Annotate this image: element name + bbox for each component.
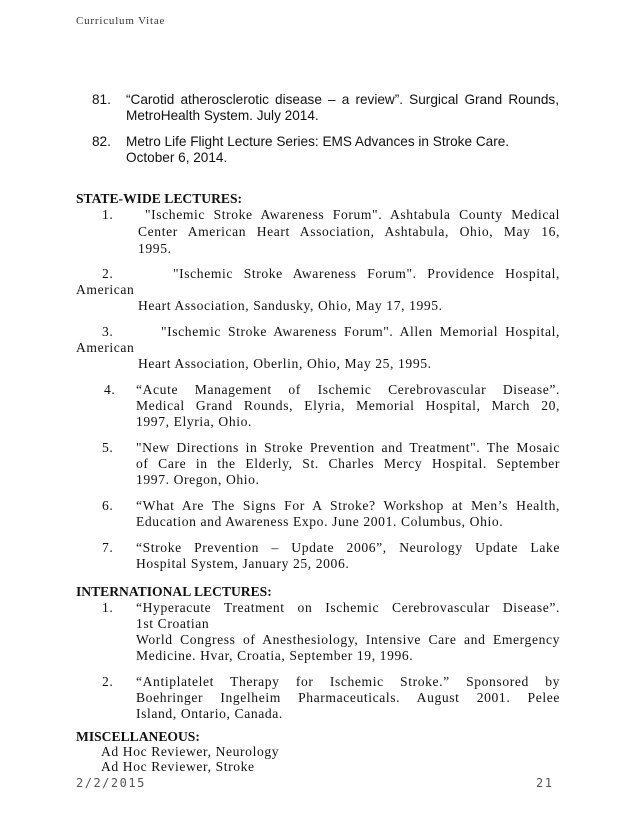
page-header: Curriculum Vitae — [76, 15, 166, 27]
state-item-5-number: 5. — [102, 440, 114, 455]
item-82-number: 82. — [92, 134, 111, 149]
item-81-number: 81. — [92, 92, 111, 107]
state-item-4-line2: Medical Grand Rounds, Elyria, Memorial Hospital, March 20, — [136, 398, 560, 413]
state-item-1-number: 1. — [102, 207, 114, 222]
state-item-5-line3: 1997. Oregon, Ohio. — [136, 472, 260, 487]
state-wide-heading: STATE-WIDE LECTURES: — [76, 191, 243, 206]
state-item-7-line2: Hospital System, January 25, 2006. — [136, 556, 350, 571]
international-heading: INTERNATIONAL LECTURES: — [76, 584, 272, 599]
intl-item-2-line3: Island, Ontario, Canada. — [136, 706, 283, 721]
state-item-5-line1: "New Directions in Stroke Prevention and Treatment". The Mosaic — [136, 440, 560, 455]
intl-item-2-line2: Boehringer Ingelheim Pharmaceuticals. August 2001. Pelee — [136, 690, 560, 705]
state-item-3-line3: Heart Association, Oberlin, Ohio, May 25, 1995. — [138, 356, 432, 371]
state-item-1-line2: Center American Heart Association, Ashtabula, Ohio, May 16, — [138, 224, 560, 239]
state-item-4-number: 4. — [104, 382, 116, 397]
item-81-line1: “Carotid atherosclerotic disease – a review”. Surgical Grand Rounds, — [126, 92, 559, 107]
intl-item-1-line3: World Congress of Anesthesiology, Intensive Care and Emergency — [136, 632, 560, 647]
state-item-4-line1: “Acute Management of Ischemic Cerebrovascular Disease”. — [136, 382, 560, 397]
state-item-2-number: 2. — [102, 266, 114, 281]
footer-date: 2/2/2015 — [76, 776, 146, 790]
state-item-3-line2: American — [76, 340, 135, 355]
state-item-6-line1: “What Are The Signs For A Stroke? Workshop at Men’s Health, — [136, 498, 560, 513]
intl-item-2-line1: “Antiplatelet Therapy for Ischemic Stroke.” Sponsored by — [136, 674, 560, 689]
state-item-2-line2: American — [76, 282, 135, 297]
intl-item-2-number: 2. — [102, 674, 114, 689]
state-item-2-line1: "Ischemic Stroke Awareness Forum". Providence Hospital, — [173, 266, 560, 281]
item-82-line1: Metro Life Flight Lecture Series: EMS Advances in Stroke Care. — [126, 134, 510, 149]
state-item-6-line2: Education and Awareness Expo. June 2001. Columbus, Ohio. — [136, 514, 504, 529]
state-item-3-number: 3. — [102, 324, 114, 339]
item-82-line2: October 6, 2014. — [126, 150, 228, 165]
footer-page-number: 21 — [536, 776, 554, 790]
state-item-1-line3: 1995. — [138, 241, 172, 256]
state-item-1-line1: "Ischemic Stroke Awareness Forum". Ashtabula County Medical — [145, 207, 560, 222]
state-item-2-line3: Heart Association, Sandusky, Ohio, May 17, 1995. — [138, 298, 443, 313]
state-item-4-line3: 1997, Elyria, Ohio. — [136, 414, 252, 429]
state-item-6-number: 6. — [102, 498, 114, 513]
item-81-line2: MetroHealth System. July 2014. — [126, 108, 319, 123]
misc-line-1: Ad Hoc Reviewer, Neurology — [101, 744, 280, 759]
state-item-7-line1: “Stroke Prevention – Update 2006”, Neurology Update Lake — [136, 540, 560, 555]
state-item-3-line1: "Ischemic Stroke Awareness Forum". Allen Memorial Hospital, — [161, 324, 560, 339]
intl-item-1-number: 1. — [102, 600, 114, 615]
miscellaneous-heading: MISCELLANEOUS: — [76, 729, 200, 744]
intl-item-1-line2: 1st Croatian — [136, 616, 210, 631]
intl-item-1-line1: “Hyperacute Treatment on Ischemic Cerebrovascular Disease”. — [136, 600, 560, 615]
intl-item-1-line4: Medicine. Hvar, Croatia, September 19, 1996. — [136, 648, 414, 663]
state-item-7-number: 7. — [102, 540, 114, 555]
state-item-5-line2: of Care in the Elderly, St. Charles Mercy Hospital. September — [136, 456, 560, 471]
misc-line-2: Ad Hoc Reviewer, Stroke — [101, 759, 255, 774]
